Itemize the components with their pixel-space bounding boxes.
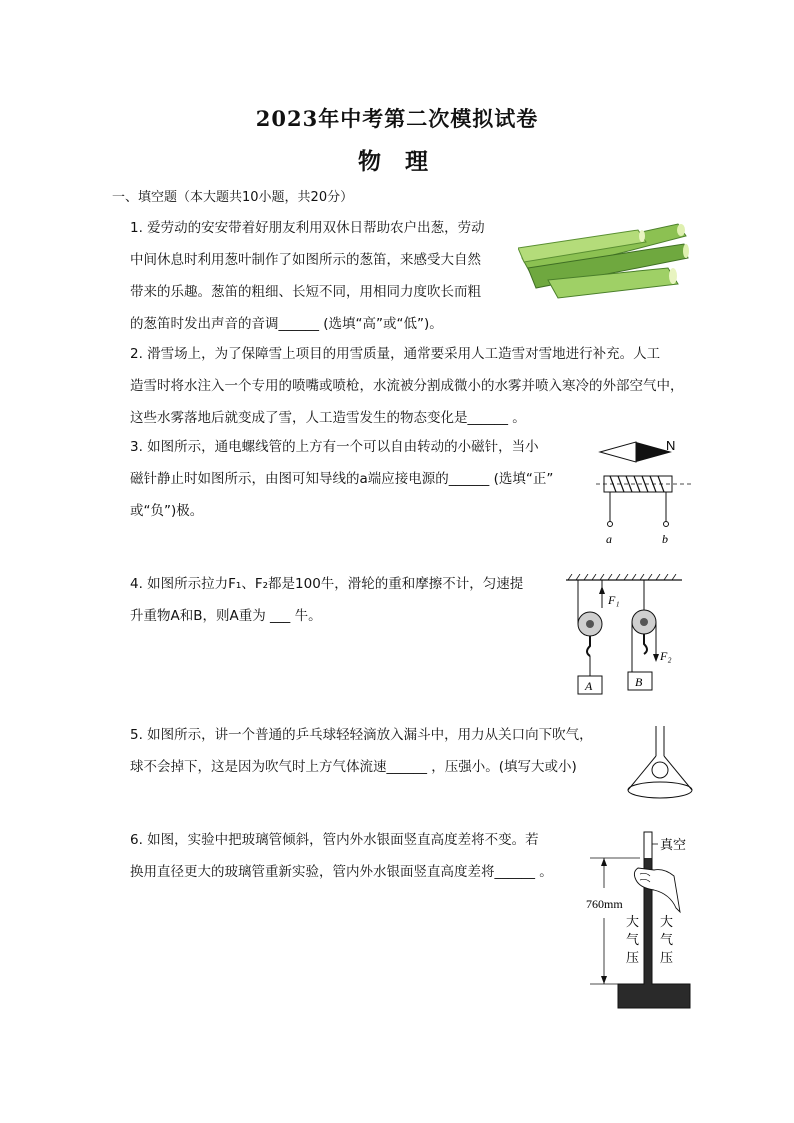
pressure-right-label	[660, 914, 677, 965]
exam-title: 2023年中考第二次模拟试卷	[255, 106, 539, 131]
question-1-line-1: 1. 爱劳动的安安带着好朋友利用双休日帮助农户出葱，劳动	[130, 220, 485, 236]
onion-flute-figure	[518, 218, 690, 302]
question-3-line-1: 3. 如图所示，通电螺线管的上方有一个可以自由转动的小磁针，当小	[130, 439, 539, 455]
mercury-dish	[618, 978, 690, 1008]
fixed-pulley-right	[632, 580, 659, 672]
ceiling	[566, 574, 682, 580]
pressure-right-char-1: 大	[660, 914, 674, 929]
height-label: 760mm	[586, 897, 623, 911]
solenoid-figure	[596, 432, 696, 548]
weight-b-label: B	[635, 675, 643, 689]
question-3-line-3: 或“负”)极。	[130, 503, 204, 519]
holding-hand	[634, 868, 680, 912]
question-2-line-3: 这些水雾落地后就变成了雪，人工造雪发生的物态变化是______ 。	[130, 410, 526, 426]
north-label: N	[666, 438, 676, 453]
question-4-line-1: 4. 如图所示拉力F₁、F₂都是100牛，滑轮的重和摩擦不计，匀速提	[130, 576, 524, 592]
terminal-b-label: b	[662, 532, 668, 546]
ping-pong-ball	[652, 762, 668, 778]
question-1-line-3: 带来的乐趣。葱笛的粗细、长短不同，用相同力度吹长而粗	[130, 284, 481, 300]
funnel	[628, 726, 692, 798]
question-6-line-2: 换用直径更大的玻璃管重新实验，管内外水银面竖直高度差将______ 。	[130, 864, 553, 880]
pressure-right-char-2: 气	[660, 932, 674, 947]
fixed-pulley-left	[578, 580, 605, 676]
question-4-line-2: 升重物A和B，则A重为 ___ 牛。	[130, 608, 322, 624]
question-2-line-2: 造雪时将水注入一个专用的喷嘴或喷枪，水流被分割成微小的水雾并喷入寒冷的外部空气中，	[130, 378, 684, 394]
force-f2-label: F₂	[660, 649, 672, 663]
weight-a-label: A	[585, 679, 593, 693]
question-2	[130, 338, 684, 434]
question-6-line-1: 6. 如图，实验中把玻璃管倾斜，管内外水银面竖直高度差将不变。若	[130, 832, 539, 848]
question-5-line-1: 5. 如图所示，讲一个普通的乒乓球轻轻滴放入漏斗中，用力从关口向下吹气，	[130, 727, 593, 743]
solenoid-coil	[596, 476, 694, 527]
pulley-figure	[564, 574, 688, 698]
question-4	[130, 568, 523, 632]
vacuum-label: 真空	[660, 837, 687, 852]
pressure-right-char-3: 压	[660, 950, 674, 965]
question-5	[130, 719, 593, 783]
onion-leaves	[518, 224, 689, 298]
terminal-a-label: a	[606, 532, 612, 546]
section-heading: 一、填空题（本大题共10小题，共20分）	[112, 190, 354, 205]
pressure-left-char-1: 大	[626, 914, 640, 929]
pressure-left-char-3: 压	[626, 950, 640, 965]
question-3	[130, 431, 553, 527]
question-1-line-4: 的葱笛时发出声音的音调______ (选填“高”或“低”)。	[130, 316, 443, 332]
question-5-line-2: 球不会掉下，这是因为吹气时上方气体流速______ ，压强小。(填写大或小)	[130, 759, 577, 775]
question-3-line-2: 磁针静止时如图所示，由图可知导线的a端应接电源的______ (选填“正”	[130, 471, 554, 487]
funnel-figure	[620, 724, 700, 804]
question-2-line-1: 2. 滑雪场上，为了保障雪上项目的用雪质量，通常要采用人工造雪对雪地进行补充。人工	[130, 346, 661, 362]
pressure-left-label	[626, 914, 643, 965]
force-f1-label: F₁	[608, 593, 620, 607]
question-1	[130, 212, 485, 340]
question-1-line-2: 中间休息时利用葱叶制作了如图所示的葱笛，来感受大自然	[130, 252, 481, 268]
torricelli-figure	[584, 828, 696, 1012]
pressure-left-char-2: 气	[626, 932, 640, 947]
question-6	[130, 824, 553, 888]
compass-needle	[600, 442, 672, 462]
glass-tube	[644, 832, 652, 990]
subject-title: 物 理	[357, 148, 436, 175]
